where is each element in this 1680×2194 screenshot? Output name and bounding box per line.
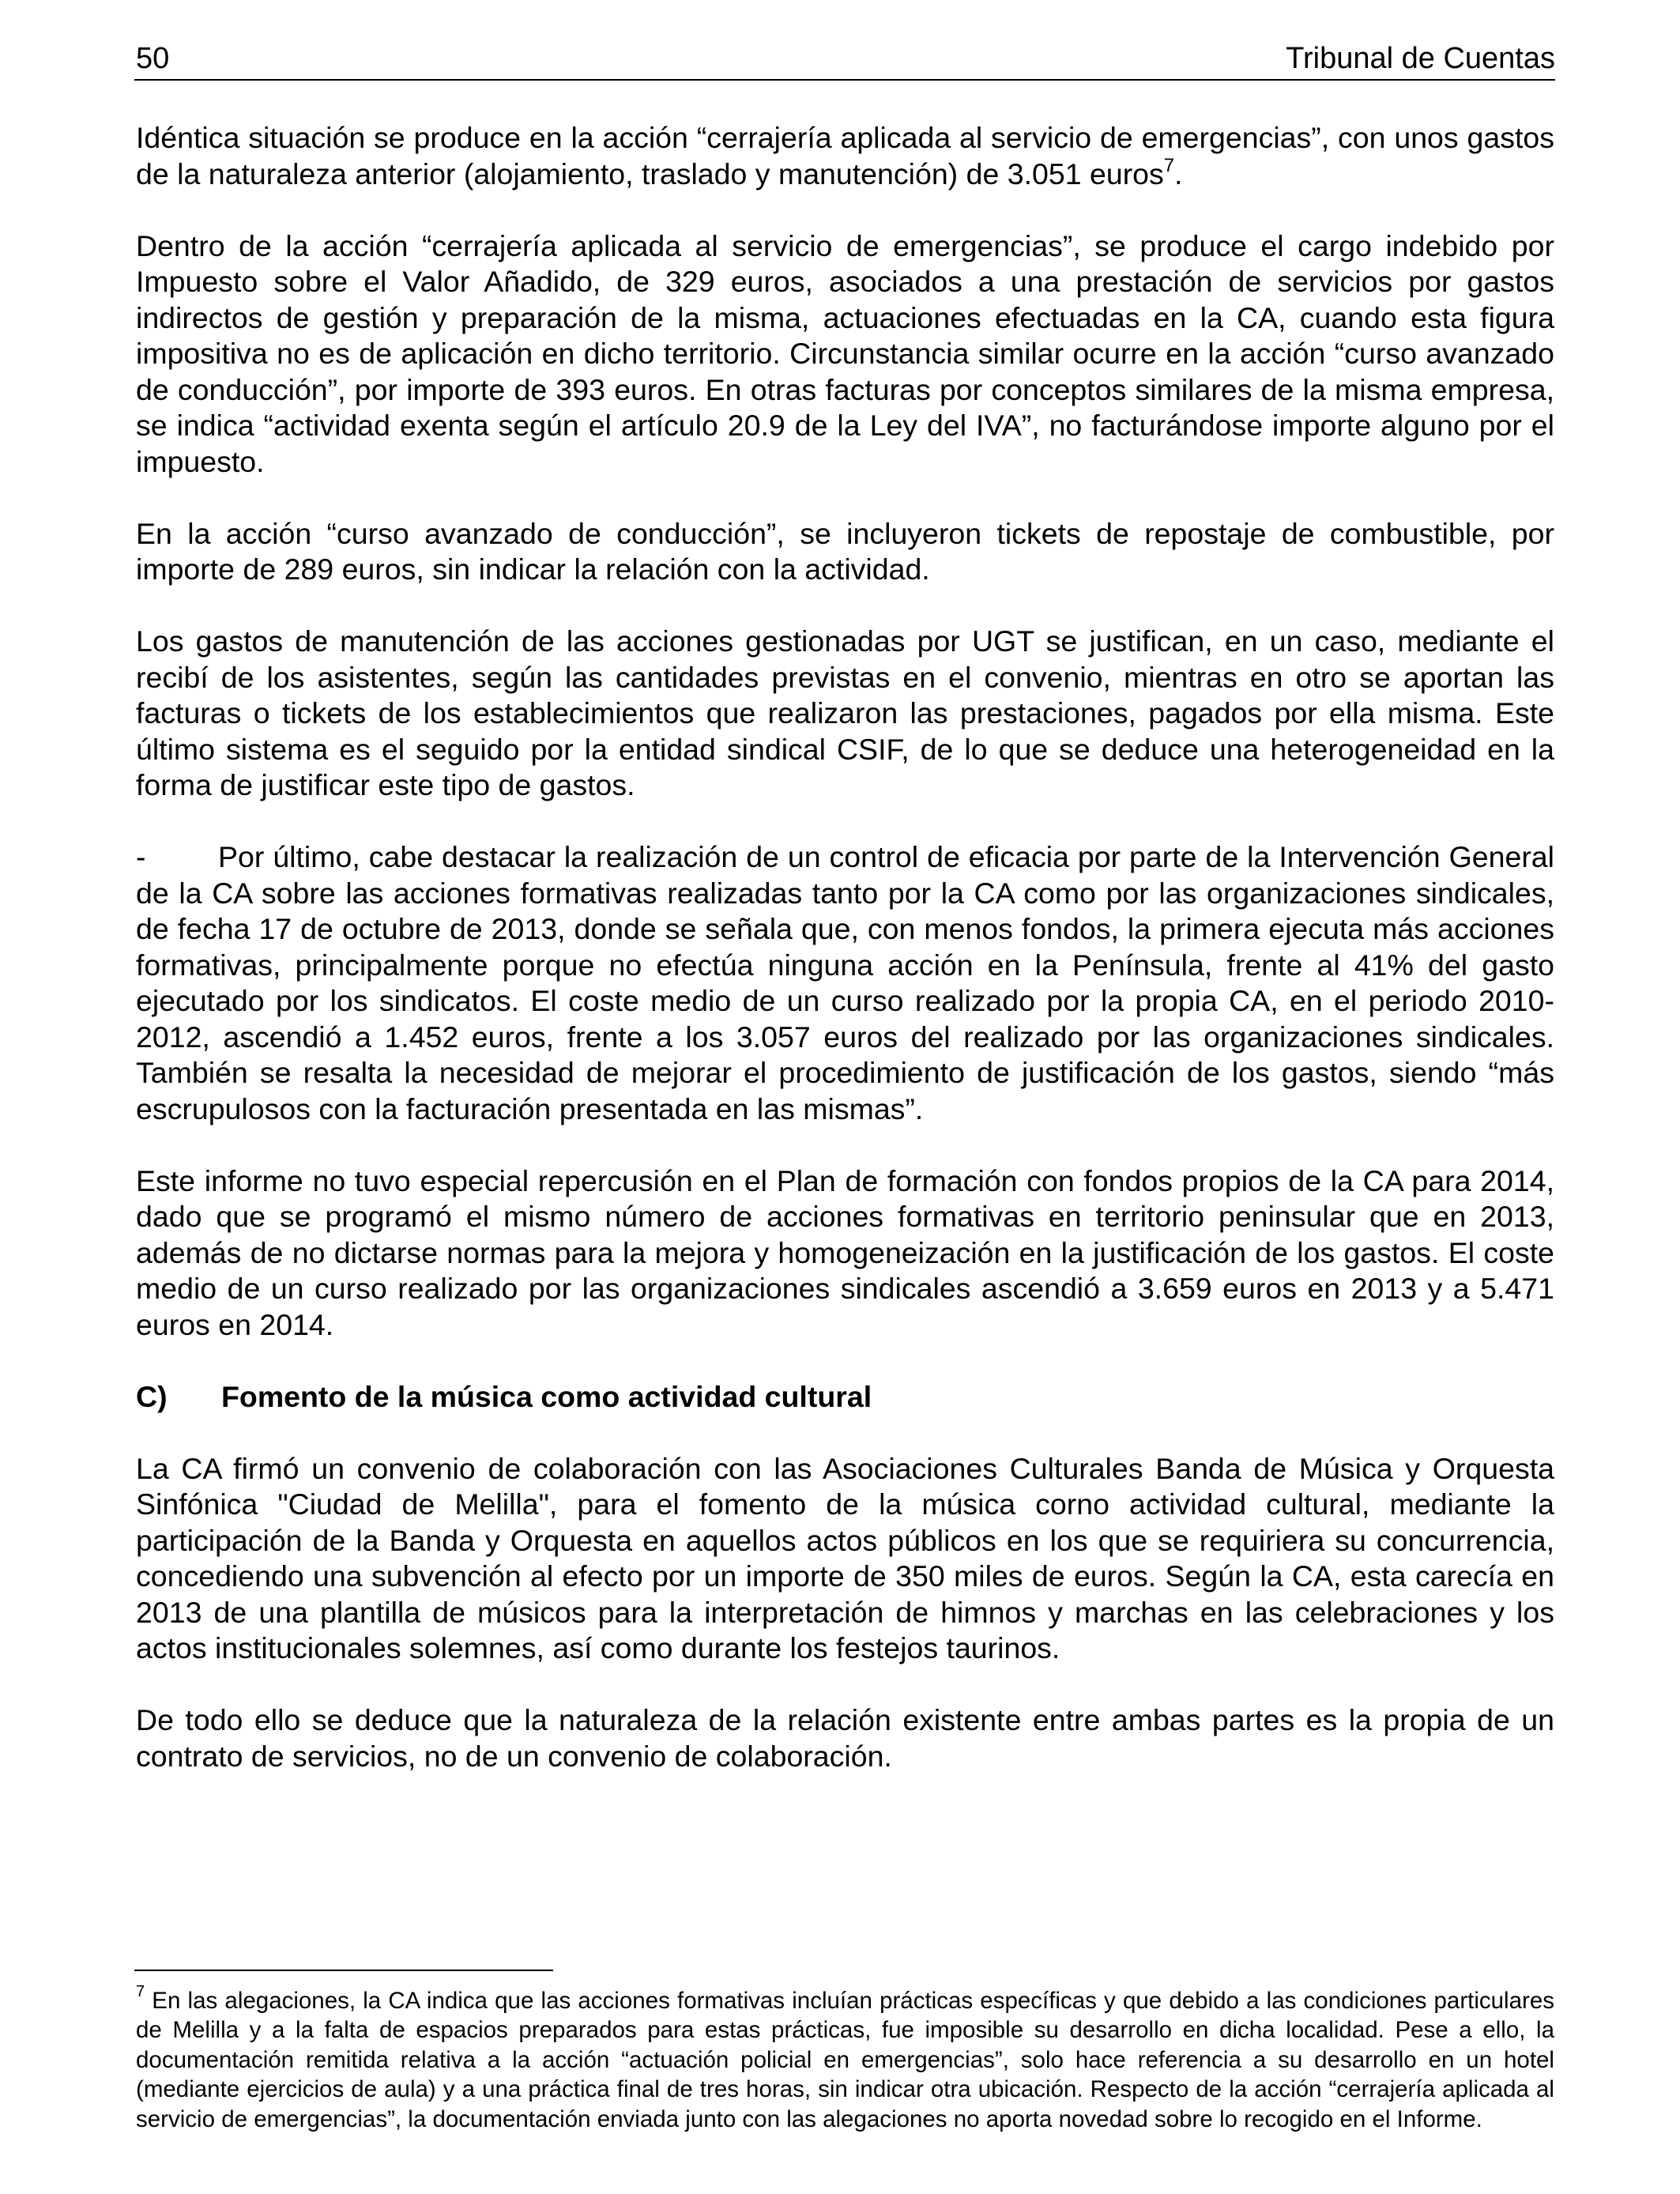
paragraph-6: Este informe no tuvo especial repercusión en el Plan de formación con fondos propios de la CA para 2014, dado que se programó el mismo número de acciones formativas en territorio peninsular que en 2013, además de no dictarse normas para la mejora y homogeneización en la justificación de los gastos. El coste medio de un curso realizado por las organizaciones sindicales ascendió a 3.659 euros en 2013 y a 5.471 euros en 2014. [136, 1163, 1554, 1341]
paragraph-3: En la acción “curso avanzado de conducción”, se incluyeron tickets de repostaje de combustible, por importe de 289 euros, sin indicar la relación con la actividad. [136, 516, 1554, 586]
footnote-number: 7 [136, 1983, 145, 2001]
section-letter: C) [136, 1379, 168, 1413]
footnote-divider [134, 1970, 553, 1971]
section-title: Fomento de la música como actividad cultural [221, 1379, 872, 1413]
footnote-reference[interactable]: 7 [1163, 155, 1175, 176]
paragraph-1-end: . [1174, 156, 1183, 190]
paragraph-5-text: Por último, cabe destacar la realización de un control de eficacia por parte de la Intervención General de la CA sobre las acciones formativas realizadas tanto por la CA como por las organizaciones sindicales, de fecha 17 de octubre de 2013, donde se señala que, con menos fondos, la primera ejecuta más acciones formativas, principalmente porque no efectúa ninguna acción en la Península, frente al 41% del gasto ejecutado por los sindicatos. El coste medio de un curso realizado por la propia CA, en el periodo 2010-2012, ascendió a 1.452 euros, frente a los 3.057 euros del realizado por las organizaciones sindicales. También se resalta la necesidad de mejorar el procedimiento de justificación de los gastos, siendo “más escrupulosos con la facturación presentada en las mismas”. [136, 840, 1554, 1125]
footnote [136, 1983, 1554, 2134]
paragraph-5 [136, 839, 1554, 1127]
list-dash: - [136, 840, 146, 873]
paragraph-7: La CA firmó un convenio de colaboración con las Asociaciones Culturales Banda de Música y Orquesta Sinfónica "Ciudad de Melilla", para el fomento de la música corno actividad cultural, mediante la participación de la Banda y Orquesta en aquellos actos públicos en los que se requiriera su concurrencia, concediendo una subvención al efecto por un importe de 350 miles de euros. Según la CA, esta carecía en 2013 de una plantilla de músicos para la interpretación de himnos y marchas en las celebraciones y los actos institucionales solemnes, así como durante los festejos taurinos. [136, 1451, 1554, 1664]
paragraph-2: Dentro de la acción “cerrajería aplicada al servicio de emergencias”, se produce el cargo indebido por Impuesto sobre el Valor Añadido, de 329 euros, asociados a una prestación de servicios por gastos indirectos de gestión y preparación de la misma, actuaciones efectuadas en la CA, cuando esta figura impositiva no es de aplicación en dicho territorio. Circunstancia similar ocurre en la acción “curso avanzado de conducción”, por importe de 393 euros. En otras facturas por conceptos similares de la misma empresa, se indica “actividad exenta según el artículo 20.9 de la Ley del IVA”, no facturándose importe alguno por el impuesto. [136, 228, 1554, 478]
page-number: 50 [136, 42, 170, 75]
paragraph-1-text: Idéntica situación se produce en la acción “cerrajería aplicada al servicio de emergencias”, con unos gastos de la naturaleza anterior (alojamiento, traslado y manutención) de 3.051 euros [136, 121, 1554, 190]
body-text [136, 120, 1554, 1811]
section-heading [136, 1379, 1554, 1416]
header-title: Tribunal de Cuentas [1286, 42, 1555, 75]
page-header [134, 38, 1555, 79]
paragraph-4: Los gastos de manutención de las acciones gestionadas por UGT se justifican, en un caso, mediante el recibí de los asistentes, según las cantidades previstas en el convenio, mientras en otro se aportan las facturas o tickets de los establecimientos que realizaron las prestaciones, pagados por ella misma. Este último sistema es el seguido por la entidad sindical CSIF, de lo que se deduce una heterogeneidad en la forma de justificar este tipo de gastos. [136, 624, 1554, 801]
paragraph-1 [136, 120, 1554, 192]
paragraph-8: De todo ello se deduce que la naturaleza de la relación existente entre ambas partes es la propia de un contrato de servicios, no de un convenio de colaboración. [136, 1703, 1554, 1773]
footnote-text: En las alegaciones, la CA indica que las acciones formativas incluían prácticas específicas y que debido a las condiciones particulares de Melilla y a la falta de espacios preparados para estas prácticas, fue imposible su desarrollo en dicha localidad. Pese a ello, la documentación remitida relativa a la acción “actuación policial en emergencias”, solo hace referencia a su desarrollo en un hotel (mediante ejercicios de aula) y a una práctica final de tres horas, sin indicar otra ubicación. Respecto de la acción “cerrajería aplicada al servicio de emergencias”, la documentación enviada junto con las alegaciones no aporta novedad sobre lo recogido en el Informe. [136, 1988, 1554, 2132]
header-divider [134, 79, 1555, 81]
